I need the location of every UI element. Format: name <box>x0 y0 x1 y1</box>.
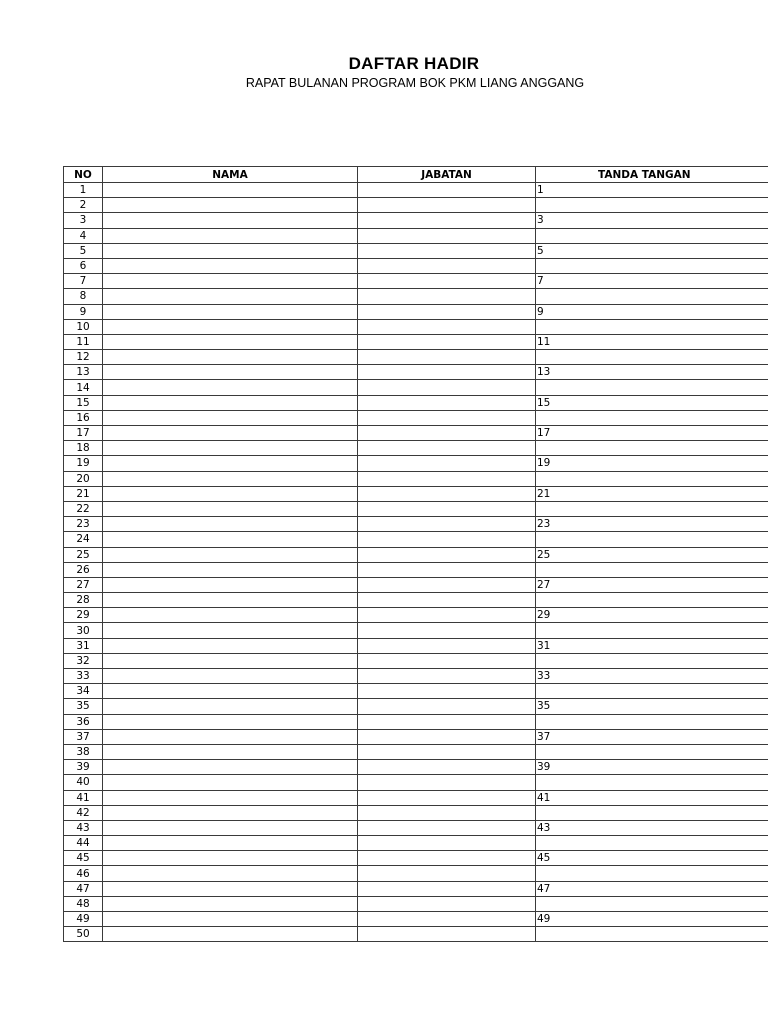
table-row <box>64 896 768 911</box>
row-number: 10 <box>64 319 103 334</box>
signature-cell[interactable]: 17 <box>536 426 768 441</box>
nama-cell[interactable] <box>103 866 358 881</box>
table-row <box>64 562 768 577</box>
column-header-no: NO <box>64 167 103 183</box>
row-number: 34 <box>64 684 103 699</box>
signature-cell[interactable] <box>536 228 768 243</box>
table-row <box>64 820 768 835</box>
nama-cell[interactable] <box>103 501 358 516</box>
jabatan-cell[interactable] <box>358 577 536 592</box>
row-number: 16 <box>64 410 103 425</box>
row-number: 6 <box>64 258 103 273</box>
signature-cell[interactable] <box>536 836 768 851</box>
table-row <box>64 623 768 638</box>
nama-cell[interactable] <box>103 517 358 532</box>
nama-cell[interactable] <box>103 608 358 623</box>
row-number: 37 <box>64 729 103 744</box>
table-row <box>64 289 768 304</box>
jabatan-cell[interactable] <box>358 334 536 349</box>
signature-cell[interactable] <box>536 471 768 486</box>
jabatan-cell[interactable] <box>358 380 536 395</box>
table-row <box>64 532 768 547</box>
nama-cell[interactable] <box>103 395 358 410</box>
row-number: 47 <box>64 881 103 896</box>
table-row <box>64 274 768 289</box>
column-header-jabatan: JABATAN <box>358 167 536 183</box>
signature-cell[interactable]: 35 <box>536 699 768 714</box>
row-number: 13 <box>64 365 103 380</box>
jabatan-cell[interactable] <box>358 198 536 213</box>
signature-cell[interactable]: 9 <box>536 304 768 319</box>
table-row <box>64 669 768 684</box>
nama-cell[interactable] <box>103 441 358 456</box>
signature-cell[interactable]: 3 <box>536 213 768 228</box>
signature-cell[interactable] <box>536 866 768 881</box>
nama-cell[interactable] <box>103 836 358 851</box>
signature-cell[interactable]: 13 <box>536 365 768 380</box>
nama-cell[interactable] <box>103 258 358 273</box>
signature-cell[interactable] <box>536 714 768 729</box>
row-number: 7 <box>64 274 103 289</box>
page-subtitle: RAPAT BULANAN PROGRAM BOK PKM LIANG ANGGANG <box>245 76 585 90</box>
jabatan-cell[interactable] <box>358 714 536 729</box>
nama-cell[interactable] <box>103 471 358 486</box>
signature-cell[interactable] <box>536 623 768 638</box>
nama-cell[interactable] <box>103 896 358 911</box>
row-number: 46 <box>64 866 103 881</box>
signature-cell[interactable] <box>536 684 768 699</box>
table-row <box>64 426 768 441</box>
nama-cell[interactable] <box>103 760 358 775</box>
table-body <box>64 183 768 942</box>
jabatan-cell[interactable] <box>358 912 536 927</box>
table-row <box>64 258 768 273</box>
signature-cell[interactable]: 31 <box>536 638 768 653</box>
row-number: 50 <box>64 927 103 942</box>
signature-cell[interactable]: 21 <box>536 486 768 501</box>
table-row <box>64 638 768 653</box>
jabatan-cell[interactable] <box>358 274 536 289</box>
jabatan-cell[interactable] <box>358 395 536 410</box>
signature-cell[interactable]: 25 <box>536 547 768 562</box>
table-row <box>64 441 768 456</box>
signature-cell[interactable]: 41 <box>536 790 768 805</box>
nama-cell[interactable] <box>103 547 358 562</box>
table-row <box>64 866 768 881</box>
row-number: 9 <box>64 304 103 319</box>
row-number: 29 <box>64 608 103 623</box>
nama-cell[interactable] <box>103 729 358 744</box>
signature-cell[interactable]: 27 <box>536 577 768 592</box>
nama-cell[interactable] <box>103 820 358 835</box>
jabatan-cell[interactable] <box>358 790 536 805</box>
jabatan-cell[interactable] <box>358 441 536 456</box>
jabatan-cell[interactable] <box>358 593 536 608</box>
nama-cell[interactable] <box>103 334 358 349</box>
nama-cell[interactable] <box>103 851 358 866</box>
row-number: 22 <box>64 501 103 516</box>
jabatan-cell[interactable] <box>358 258 536 273</box>
nama-cell[interactable] <box>103 684 358 699</box>
nama-cell[interactable] <box>103 623 358 638</box>
table-row <box>64 410 768 425</box>
column-header-tanda-tangan: TANDA TANGAN <box>536 167 768 183</box>
jabatan-cell[interactable] <box>358 183 536 198</box>
jabatan-cell[interactable] <box>358 471 536 486</box>
table-row <box>64 471 768 486</box>
table-row <box>64 334 768 349</box>
nama-cell[interactable] <box>103 577 358 592</box>
signature-cell[interactable]: 1 <box>536 183 768 198</box>
table-row <box>64 213 768 228</box>
nama-cell[interactable] <box>103 304 358 319</box>
table-row <box>64 805 768 820</box>
jabatan-cell[interactable] <box>358 638 536 653</box>
table-row <box>64 304 768 319</box>
table-row <box>64 760 768 775</box>
jabatan-cell[interactable] <box>358 562 536 577</box>
table-row <box>64 927 768 942</box>
signature-cell[interactable] <box>536 896 768 911</box>
table-row <box>64 228 768 243</box>
row-number: 27 <box>64 577 103 592</box>
table-row <box>64 501 768 516</box>
jabatan-cell[interactable] <box>358 517 536 532</box>
row-number: 2 <box>64 198 103 213</box>
signature-cell[interactable]: 7 <box>536 274 768 289</box>
table-row <box>64 836 768 851</box>
column-header-nama: NAMA <box>103 167 358 183</box>
row-number: 35 <box>64 699 103 714</box>
signature-cell[interactable] <box>536 593 768 608</box>
row-number: 19 <box>64 456 103 471</box>
jabatan-cell[interactable] <box>358 653 536 668</box>
row-number: 44 <box>64 836 103 851</box>
table-row <box>64 547 768 562</box>
row-number: 1 <box>64 183 103 198</box>
signature-cell[interactable] <box>536 289 768 304</box>
table-row <box>64 790 768 805</box>
row-number: 40 <box>64 775 103 790</box>
table-row <box>64 714 768 729</box>
nama-cell[interactable] <box>103 775 358 790</box>
row-number: 5 <box>64 243 103 258</box>
signature-cell[interactable] <box>536 775 768 790</box>
row-number: 18 <box>64 441 103 456</box>
nama-cell[interactable] <box>103 699 358 714</box>
signature-cell[interactable]: 49 <box>536 912 768 927</box>
jabatan-cell[interactable] <box>358 699 536 714</box>
nama-cell[interactable] <box>103 790 358 805</box>
signature-cell[interactable] <box>536 653 768 668</box>
jabatan-cell[interactable] <box>358 820 536 835</box>
nama-cell[interactable] <box>103 669 358 684</box>
row-number: 26 <box>64 562 103 577</box>
table-row <box>64 243 768 258</box>
signature-cell[interactable]: 37 <box>536 729 768 744</box>
nama-cell[interactable] <box>103 927 358 942</box>
signature-cell[interactable]: 15 <box>536 395 768 410</box>
row-number: 49 <box>64 912 103 927</box>
table-row <box>64 653 768 668</box>
table-row <box>64 729 768 744</box>
signature-cell[interactable] <box>536 410 768 425</box>
table-row <box>64 699 768 714</box>
jabatan-cell[interactable] <box>358 927 536 942</box>
row-number: 25 <box>64 547 103 562</box>
table-row <box>64 183 768 198</box>
nama-cell[interactable] <box>103 198 358 213</box>
jabatan-cell[interactable] <box>358 623 536 638</box>
nama-cell[interactable] <box>103 805 358 820</box>
row-number: 28 <box>64 593 103 608</box>
table-row <box>64 517 768 532</box>
nama-cell[interactable] <box>103 183 358 198</box>
page-title: DAFTAR HADIR <box>348 54 480 73</box>
row-number: 14 <box>64 380 103 395</box>
table-row <box>64 608 768 623</box>
nama-cell[interactable] <box>103 912 358 927</box>
row-number: 39 <box>64 760 103 775</box>
jabatan-cell[interactable] <box>358 365 536 380</box>
row-number: 24 <box>64 532 103 547</box>
jabatan-cell[interactable] <box>358 744 536 759</box>
jabatan-cell[interactable] <box>358 213 536 228</box>
row-number: 33 <box>64 669 103 684</box>
table-row <box>64 395 768 410</box>
jabatan-cell[interactable] <box>358 896 536 911</box>
nama-cell[interactable] <box>103 653 358 668</box>
nama-cell[interactable] <box>103 532 358 547</box>
row-number: 15 <box>64 395 103 410</box>
row-number: 43 <box>64 820 103 835</box>
nama-cell[interactable] <box>103 426 358 441</box>
row-number: 32 <box>64 653 103 668</box>
signature-cell[interactable] <box>536 350 768 365</box>
jabatan-cell[interactable] <box>358 456 536 471</box>
nama-cell[interactable] <box>103 562 358 577</box>
jabatan-cell[interactable] <box>358 669 536 684</box>
jabatan-cell[interactable] <box>358 501 536 516</box>
signature-cell[interactable] <box>536 927 768 942</box>
table-row <box>64 851 768 866</box>
nama-cell[interactable] <box>103 243 358 258</box>
row-number: 31 <box>64 638 103 653</box>
nama-cell[interactable] <box>103 410 358 425</box>
nama-cell[interactable] <box>103 350 358 365</box>
signature-cell[interactable] <box>536 319 768 334</box>
jabatan-cell[interactable] <box>358 684 536 699</box>
nama-cell[interactable] <box>103 744 358 759</box>
row-number: 8 <box>64 289 103 304</box>
table-row <box>64 380 768 395</box>
attendance-table <box>63 166 768 942</box>
jabatan-cell[interactable] <box>358 319 536 334</box>
nama-cell[interactable] <box>103 365 358 380</box>
table-row <box>64 593 768 608</box>
jabatan-cell[interactable] <box>358 350 536 365</box>
signature-cell[interactable] <box>536 258 768 273</box>
nama-cell[interactable] <box>103 289 358 304</box>
row-number: 48 <box>64 896 103 911</box>
row-number: 17 <box>64 426 103 441</box>
row-number: 4 <box>64 228 103 243</box>
jabatan-cell[interactable] <box>358 426 536 441</box>
table-row <box>64 775 768 790</box>
nama-cell[interactable] <box>103 456 358 471</box>
table-row <box>64 350 768 365</box>
signature-cell[interactable]: 23 <box>536 517 768 532</box>
signature-cell[interactable]: 47 <box>536 881 768 896</box>
table-row <box>64 319 768 334</box>
nama-cell[interactable] <box>103 213 358 228</box>
signature-cell[interactable] <box>536 441 768 456</box>
table-row <box>64 198 768 213</box>
nama-cell[interactable] <box>103 228 358 243</box>
table-row <box>64 912 768 927</box>
jabatan-cell[interactable] <box>358 304 536 319</box>
jabatan-cell[interactable] <box>358 289 536 304</box>
jabatan-cell[interactable] <box>358 547 536 562</box>
nama-cell[interactable] <box>103 638 358 653</box>
signature-cell[interactable] <box>536 744 768 759</box>
jabatan-cell[interactable] <box>358 243 536 258</box>
row-number: 20 <box>64 471 103 486</box>
nama-cell[interactable] <box>103 274 358 289</box>
signature-cell[interactable] <box>536 198 768 213</box>
nama-cell[interactable] <box>103 593 358 608</box>
row-number: 11 <box>64 334 103 349</box>
table-row <box>64 744 768 759</box>
table-row <box>64 577 768 592</box>
row-number: 42 <box>64 805 103 820</box>
row-number: 38 <box>64 744 103 759</box>
nama-cell[interactable] <box>103 881 358 896</box>
jabatan-cell[interactable] <box>358 775 536 790</box>
row-number: 30 <box>64 623 103 638</box>
row-number: 36 <box>64 714 103 729</box>
jabatan-cell[interactable] <box>358 851 536 866</box>
signature-cell[interactable]: 11 <box>536 334 768 349</box>
jabatan-cell[interactable] <box>358 760 536 775</box>
jabatan-cell[interactable] <box>358 729 536 744</box>
table-row <box>64 684 768 699</box>
jabatan-cell[interactable] <box>358 532 536 547</box>
row-number: 21 <box>64 486 103 501</box>
attendance-sheet <box>63 166 768 946</box>
jabatan-cell[interactable] <box>358 836 536 851</box>
nama-cell[interactable] <box>103 319 358 334</box>
signature-cell[interactable]: 43 <box>536 820 768 835</box>
jabatan-cell[interactable] <box>358 228 536 243</box>
jabatan-cell[interactable] <box>358 866 536 881</box>
signature-cell[interactable]: 5 <box>536 243 768 258</box>
row-number: 41 <box>64 790 103 805</box>
jabatan-cell[interactable] <box>358 805 536 820</box>
table-row <box>64 456 768 471</box>
signature-cell[interactable]: 33 <box>536 669 768 684</box>
signature-cell[interactable] <box>536 805 768 820</box>
jabatan-cell[interactable] <box>358 410 536 425</box>
row-number: 23 <box>64 517 103 532</box>
table-row <box>64 881 768 896</box>
jabatan-cell[interactable] <box>358 486 536 501</box>
row-number: 3 <box>64 213 103 228</box>
row-number: 12 <box>64 350 103 365</box>
table-row <box>64 486 768 501</box>
nama-cell[interactable] <box>103 714 358 729</box>
signature-cell[interactable] <box>536 532 768 547</box>
row-number: 45 <box>64 851 103 866</box>
nama-cell[interactable] <box>103 380 358 395</box>
jabatan-cell[interactable] <box>358 608 536 623</box>
nama-cell[interactable] <box>103 486 358 501</box>
signature-cell[interactable] <box>536 380 768 395</box>
signature-cell[interactable]: 39 <box>536 760 768 775</box>
signature-cell[interactable]: 45 <box>536 851 768 866</box>
signature-cell[interactable] <box>536 562 768 577</box>
signature-cell[interactable]: 19 <box>536 456 768 471</box>
table-header-row <box>64 167 768 183</box>
signature-cell[interactable] <box>536 501 768 516</box>
jabatan-cell[interactable] <box>358 881 536 896</box>
table-row <box>64 365 768 380</box>
signature-cell[interactable]: 29 <box>536 608 768 623</box>
